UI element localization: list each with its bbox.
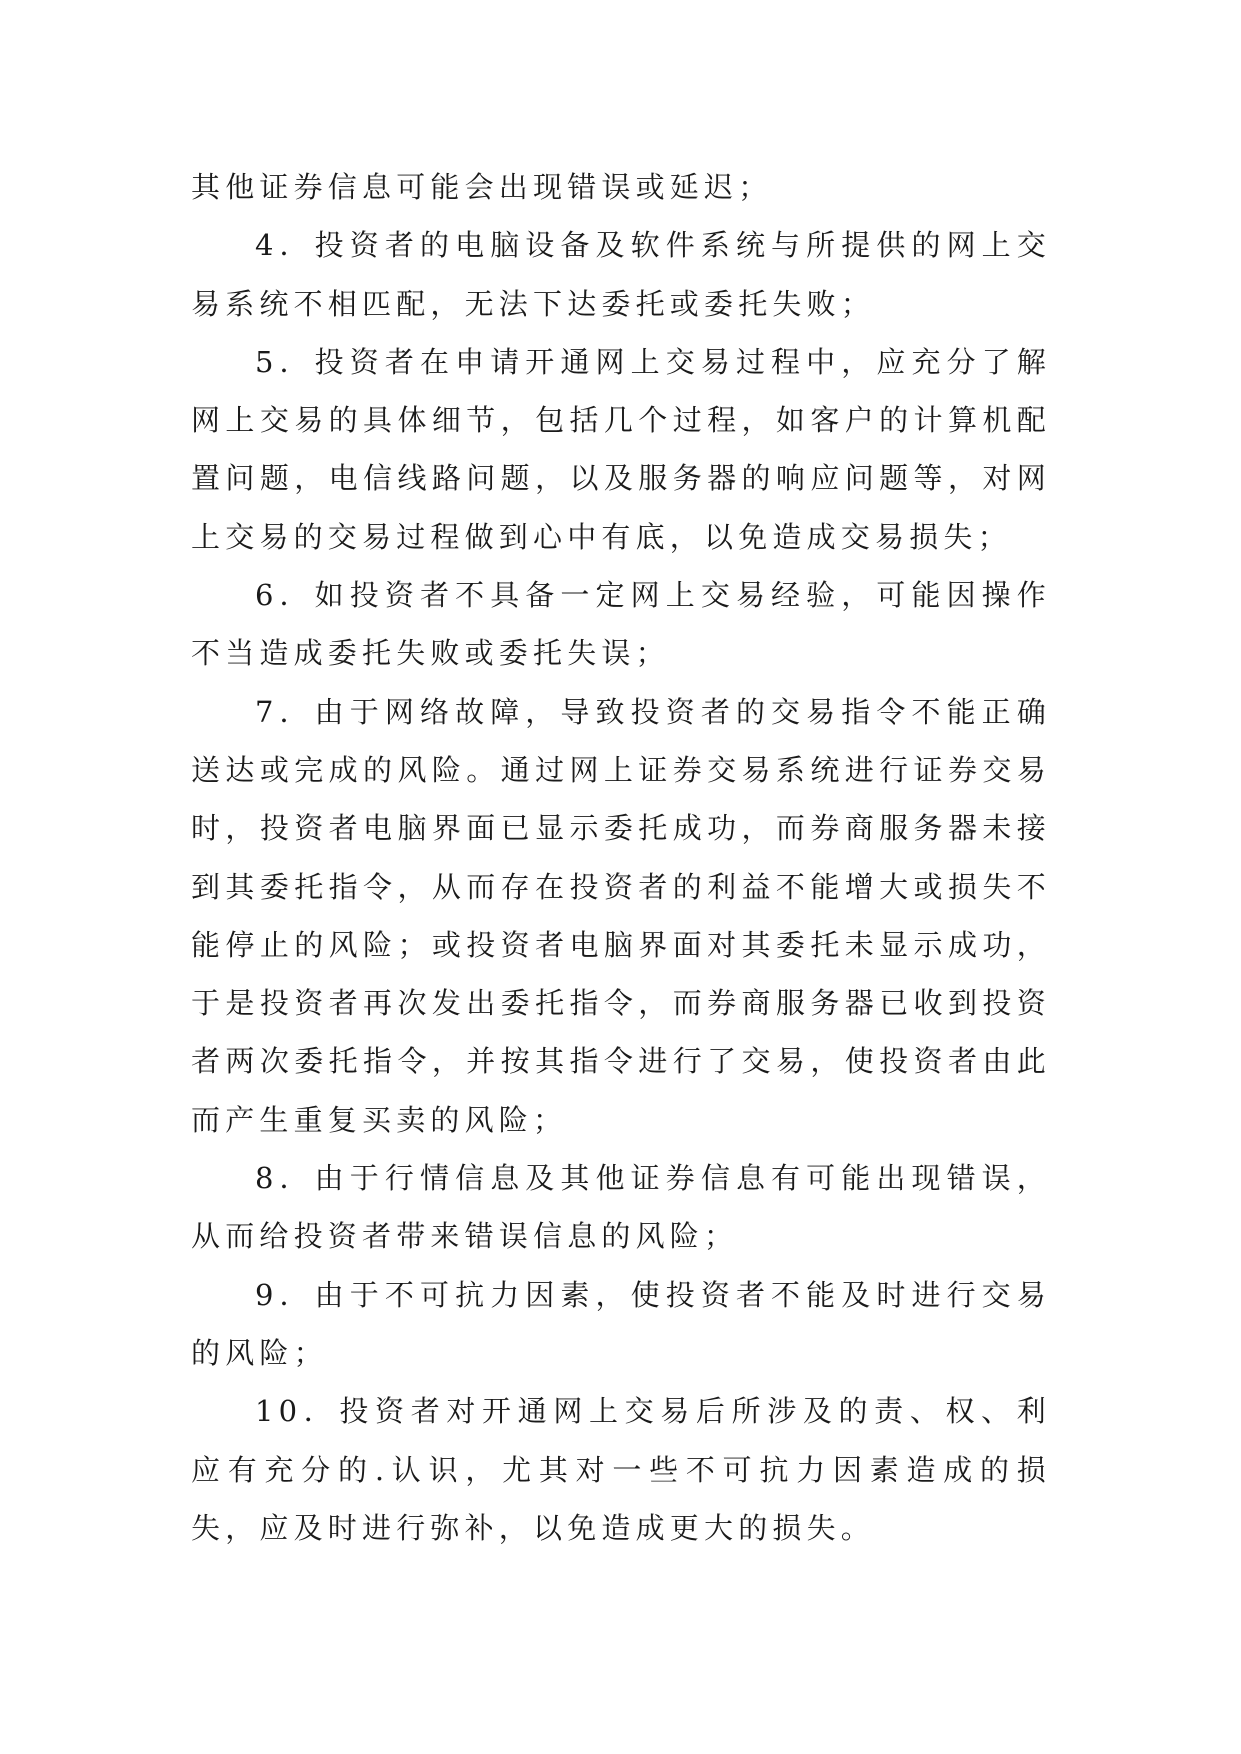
paragraph-item-4: 4．投资者的电脑设备及软件系统与所提供的网上交易系统不相匹配，无法下达委托或委托失败； bbox=[191, 228, 1051, 321]
paragraph-item-5: 5．投资者在申请开通网上交易过程中，应充分了解网上交易的具体细节，包括几个过程，如客户的计算机配置问题，电信线路问题，以及服务器的响应问题等，对网上交易的交易过程做到心中有底，以免造成交易损失； bbox=[191, 344, 1051, 554]
paragraph-item-9: 9．由于不可抗力因素，使投资者不能及时进行交易的风险； bbox=[191, 1277, 1051, 1370]
paragraph-continuation: 其他证券信息可能会出现错误或延迟； bbox=[191, 170, 773, 204]
document-page bbox=[191, 158, 1051, 1557]
paragraph-item-6: 6．如投资者不具备一定网上交易经验，可能因操作不当造成委托失败或委托失误； bbox=[191, 578, 1051, 671]
paragraph-item-8: 8．由于行情信息及其他证券信息有可能出现错误，从而给投资者带来错误信息的风险； bbox=[191, 1161, 1051, 1254]
paragraph-item-10: 10．投资者对开通网上交易后所涉及的责、权、利应有充分的.认识，尤其对一些不可抗力因素造成的损失，应及时进行弥补，以免造成更大的损失。 bbox=[191, 1394, 1051, 1545]
paragraph-item-7: 7．由于网络故障，导致投资者的交易指令不能正确送达或完成的风险。通过网上证券交易系统进行证券交易时，投资者电脑界面已显示委托成功，而券商服务器未接到其委托指令，从而存在投资者的利益不能增大或损失不能停止的风险；或投资者电脑界面对其委托未显示成功，于是投资者再次发出委托指令，而券商服务器已收到投资者两次委托指令，并按其指令进行了交易，使投资者由此而产生重复买卖的风险； bbox=[191, 694, 1051, 1137]
